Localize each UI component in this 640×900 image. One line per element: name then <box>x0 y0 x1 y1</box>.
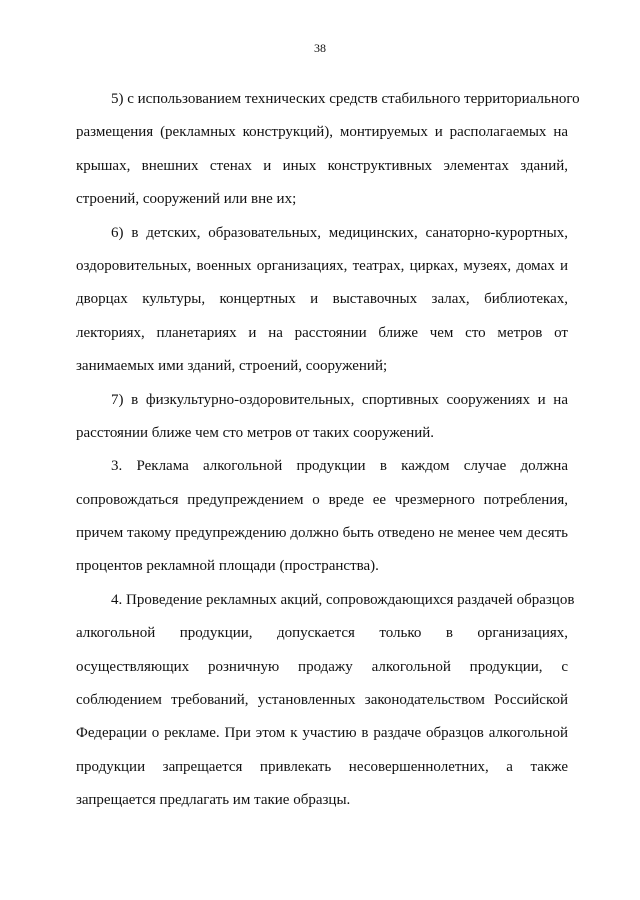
text-line: алкогольной продукции, допускается только в организациях, <box>76 625 568 642</box>
text-line: осуществляющих розничную продажу алкогольной продукции, с <box>76 658 568 675</box>
text-line: процентов рекламной площади (пространства). <box>76 558 379 575</box>
paragraph <box>76 450 568 584</box>
paragraph <box>76 384 568 451</box>
paragraph <box>76 83 580 217</box>
document-body <box>76 83 580 818</box>
text-line: расстоянии ближе чем сто метров от таких сооружений. <box>76 424 435 441</box>
text-line: дворцах культуры, концертных и выставочных залах, библиотеках, <box>76 291 568 308</box>
text-line: строений, сооружений или вне их; <box>76 191 297 208</box>
page-number: 38 <box>314 41 326 55</box>
text-line: запрещается предлагать им такие образцы. <box>76 792 351 809</box>
text-line: крышах, внешних стенах и иных конструктивных элементах зданий, <box>76 157 568 174</box>
text-line: 5) с использованием технических средств стабильного территориального <box>111 91 580 107</box>
text-line: Федерации о рекламе. При этом к участию в раздаче образцов алкогольной <box>76 725 568 742</box>
text-line: оздоровительных, военных организациях, театрах, цирках, музеях, домах и <box>76 257 568 274</box>
text-line: занимаемых ими зданий, строений, сооружений; <box>76 358 388 375</box>
text-line: 3. Реклама алкогольной продукции в каждом случае должна <box>111 458 568 475</box>
text-line: лекториях, планетариях и на расстоянии ближе чем сто метров от <box>76 324 568 341</box>
text-line: причем такому предупреждению должно быть отведено не менее чем десять <box>76 525 568 542</box>
text-line: 6) в детских, образовательных, медицинских, санаторно-курортных, <box>111 224 568 241</box>
text-line: сопровождаться предупреждением о вреде ее чрезмерного потребления, <box>76 491 568 508</box>
paragraph <box>76 584 575 818</box>
text-line: соблюдением требований, установленных законодательством Российской <box>76 692 568 709</box>
paragraph <box>76 217 568 384</box>
text-line: 4. Проведение рекламных акций, сопровождающихся раздачей образцов <box>111 591 575 608</box>
text-line: 7) в физкультурно-оздоровительных, спортивных сооружениях и на <box>111 391 568 408</box>
text-line: размещения (рекламных конструкций), монтируемых и располагаемых на <box>76 124 568 141</box>
text-line: продукции запрещается привлекать несовершеннолетних, а также <box>76 758 568 775</box>
